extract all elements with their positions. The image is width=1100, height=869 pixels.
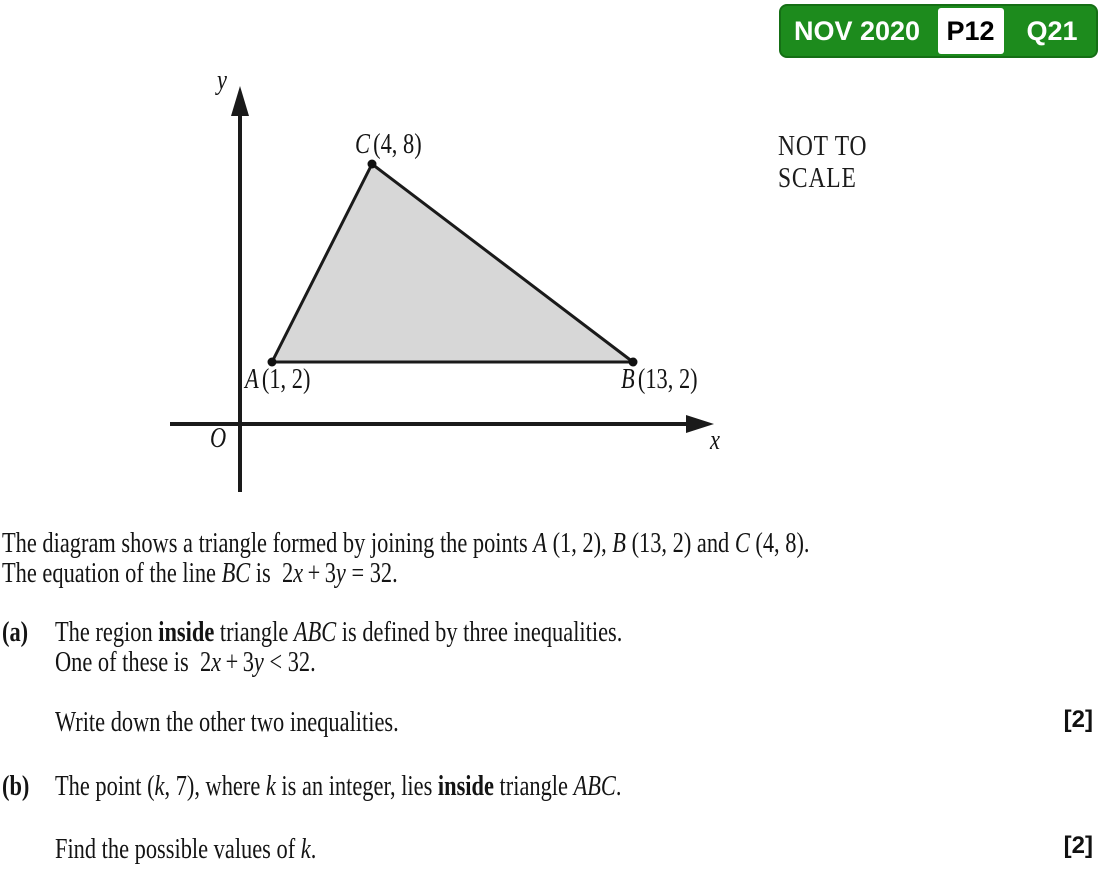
part-a-text-2 <box>55 646 316 680</box>
text-run: . <box>615 771 622 802</box>
text-run: x <box>211 647 222 678</box>
text-run: A <box>533 528 547 559</box>
text-run: y <box>253 647 264 678</box>
text-run: The diagram shows a triangle formed by joining the points <box>2 528 534 559</box>
text-run: is 2 <box>250 558 294 589</box>
intro-line-1 <box>2 527 810 561</box>
vertex-letter-b: B <box>621 364 635 395</box>
badge-question: Q21 <box>1026 15 1078 46</box>
part-a-label: (a) <box>2 617 29 648</box>
text-run: x <box>293 558 304 589</box>
text-run: < 32. <box>263 647 316 678</box>
badge-paper: P12 <box>938 8 1004 54</box>
text-run: (1, 2), <box>546 528 613 559</box>
origin-label: O <box>210 423 227 454</box>
intro-line-2 <box>2 557 398 591</box>
y-axis-arrowhead <box>231 86 249 116</box>
y-axis-label: y <box>217 65 227 96</box>
part-b-marks: [2] <box>1063 832 1093 859</box>
text-run: . <box>310 834 317 865</box>
vertex-coords-c: (4, 8) <box>373 129 422 160</box>
text-run: triangle <box>214 617 294 648</box>
text-run: One of these is 2 <box>55 647 212 678</box>
vertex-label-b <box>621 363 698 397</box>
text-run: Find the possible values of <box>55 834 301 865</box>
text-run: inside <box>437 771 494 802</box>
text-run: BC <box>221 558 251 589</box>
vertex-coords-b: (13, 2) <box>637 364 698 395</box>
text-run: triangle <box>493 771 574 802</box>
part-a-prompt <box>55 706 399 740</box>
part-a-marks: [2] <box>1063 706 1093 733</box>
text-run: y <box>335 558 346 589</box>
text-run: k <box>300 834 311 865</box>
text-run: C <box>734 528 750 559</box>
text-run: ABC <box>293 617 337 648</box>
part-b-text-1 <box>55 770 621 804</box>
not-to-scale-label <box>778 131 867 195</box>
text-run: ABC <box>573 771 616 802</box>
text-run: is defined by three inequalities. <box>336 617 623 648</box>
text-run: B <box>612 528 626 559</box>
not-to-scale-line2: SCALE <box>778 163 857 194</box>
text-run: k <box>265 771 276 802</box>
text-run: + 3 <box>303 558 336 589</box>
text-run: , 7), where <box>164 771 266 802</box>
part-b-prompt <box>55 833 316 867</box>
text-run: The equation of the line <box>2 558 222 589</box>
text-run: inside <box>158 617 215 648</box>
vertex-label-a <box>245 363 310 397</box>
vertex-letter-a: A <box>245 364 259 395</box>
vertex-letter-c: C <box>355 129 370 160</box>
text-run: + 3 <box>221 647 254 678</box>
triangle-abc <box>272 164 633 362</box>
text-run: The point ( <box>55 771 155 802</box>
text-run: k <box>154 771 165 802</box>
part-a-text-1 <box>55 616 622 650</box>
text-run: Write down the other two inequalities. <box>55 707 399 738</box>
text-run: (4, 8). <box>749 528 810 559</box>
text-run: (13, 2) and <box>625 528 735 559</box>
text-run: The region <box>55 617 159 648</box>
text-run: is an integer, lies <box>275 771 438 802</box>
text-run: = 32. <box>345 558 398 589</box>
badge-session: NOV 2020 <box>793 15 921 46</box>
part-b-label: (b) <box>2 771 30 802</box>
x-axis-label: x <box>710 425 720 456</box>
not-to-scale-line1: NOT TO <box>778 131 868 162</box>
question-reference-badge <box>779 4 1098 58</box>
vertex-label-c <box>355 128 422 162</box>
vertex-coords-a: (1, 2) <box>261 364 311 395</box>
